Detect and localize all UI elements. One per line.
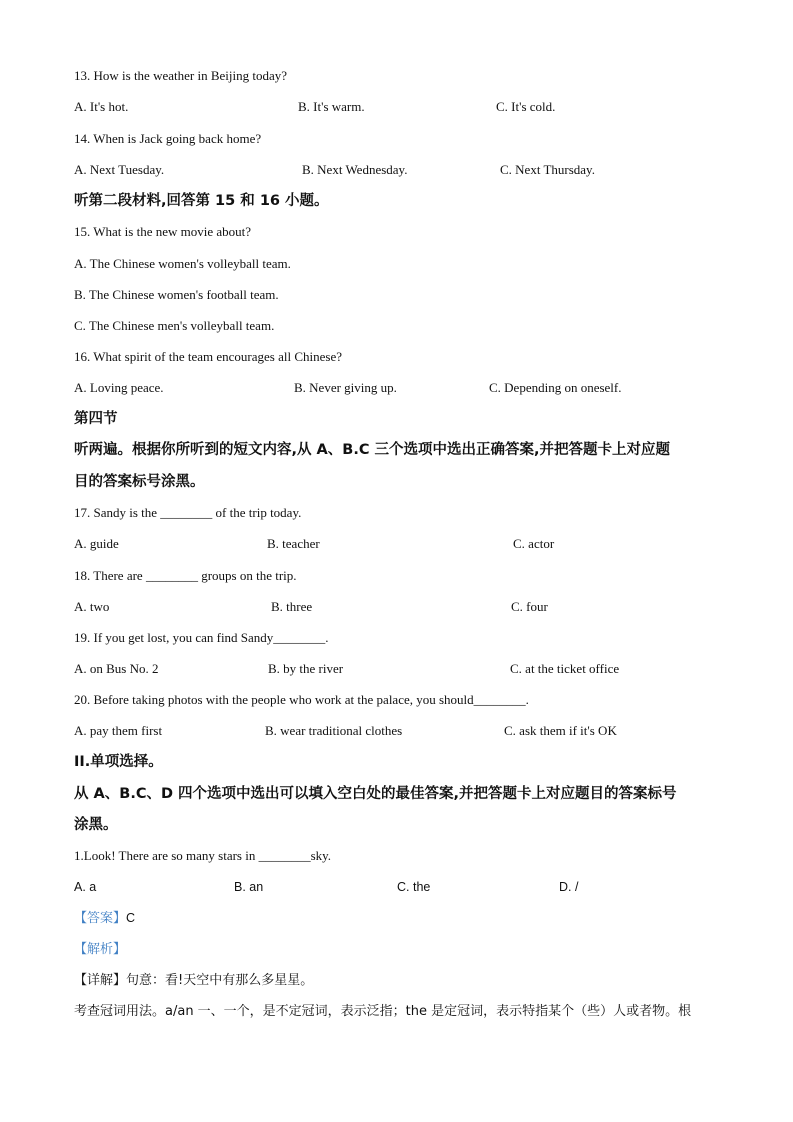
answer-option: D. / [559,880,579,894]
answer-option: A. It's hot. [74,99,129,114]
answer-option: A. Next Tuesday. [74,162,165,177]
text-line: 14. When is Jack going back home? [74,131,262,146]
section-heading: II.单项选择。 [74,754,163,770]
section-heading: 第四节 [74,411,118,427]
answer-value: C [126,911,136,925]
answer-option: C. four [511,599,548,614]
answer-option: C. ask them if it's OK [504,723,617,738]
answer-option: C. actor [513,536,555,551]
answer-option: B. Next Wednesday. [302,162,408,177]
answer-option: A. on Bus No. 2 [74,661,159,676]
answer-option: B. by the river [268,661,344,676]
text-line: 【详解】句意：看!天空中有那么多星星。 [74,973,314,988]
answer-option: B. an [234,880,264,894]
section-heading: 听两遍。根据你所听到的短文内容,从 A、B.C 三个选项中选出正确答案,并把答题卡上对应题 [74,442,671,458]
answer-option: C. It's cold. [496,99,556,114]
answer-option: B. three [271,599,313,614]
section-heading: 从 A、B.C、D 四个选项中选出可以填入空白处的最佳答案,并把答题卡上对应题目的答案标号 [74,786,677,802]
text-line: 15. What is the new movie about? [74,224,252,239]
answer-option: B. It's warm. [298,99,365,114]
answer-label: 【答案】 [74,911,127,926]
text-line: 17. Sandy is the ________ of the trip today. [74,505,302,520]
text-line: 18. There are ________ groups on the trip. [74,568,297,583]
text-line [74,910,135,927]
answer-label: 【解析】 [74,942,127,957]
text-line: B. The Chinese women's football team. [74,287,279,302]
text-line: 1.Look! There are so many stars in ________sky. [74,848,332,863]
answer-option: C. Next Thursday. [500,162,595,177]
text-line: 20. Before taking photos with the people who work at the palace, you should________. [74,692,529,707]
text-line: 13. How is the weather in Beijing today? [74,68,288,83]
text-line: 19. If you get lost, you can find Sandy________. [74,630,329,645]
answer-option: B. wear traditional clothes [265,723,403,738]
answer-option: A. guide [74,536,119,551]
answer-option: A. pay them first [74,723,163,738]
text-line: 考查冠词用法。a/an 一、一个，是不定冠词，表示泛指；the 是定冠词，表示特指某个（些）人或者物。根 [74,1004,692,1019]
section-heading: 涂黑。 [74,817,118,833]
answer-option: A. Loving peace. [74,380,164,395]
answer-option: C. the [397,880,431,894]
text-line: C. The Chinese men's volleyball team. [74,318,275,333]
text-line [74,941,126,958]
answer-option: B. teacher [267,536,320,551]
text-line: A. The Chinese women's volleyball team. [74,256,291,271]
answer-option: C. at the ticket office [510,661,620,676]
section-heading: 目的答案标号涂黑。 [74,474,205,490]
answer-option: C. Depending on oneself. [489,380,622,395]
text-line: 16. What spirit of the team encourages all Chinese? [74,349,342,364]
answer-option: A. a [74,880,97,894]
answer-option: B. Never giving up. [294,380,397,395]
answer-option: A. two [74,599,110,614]
section-heading: 听第二段材料,回答第 15 和 16 小题。 [74,193,329,209]
